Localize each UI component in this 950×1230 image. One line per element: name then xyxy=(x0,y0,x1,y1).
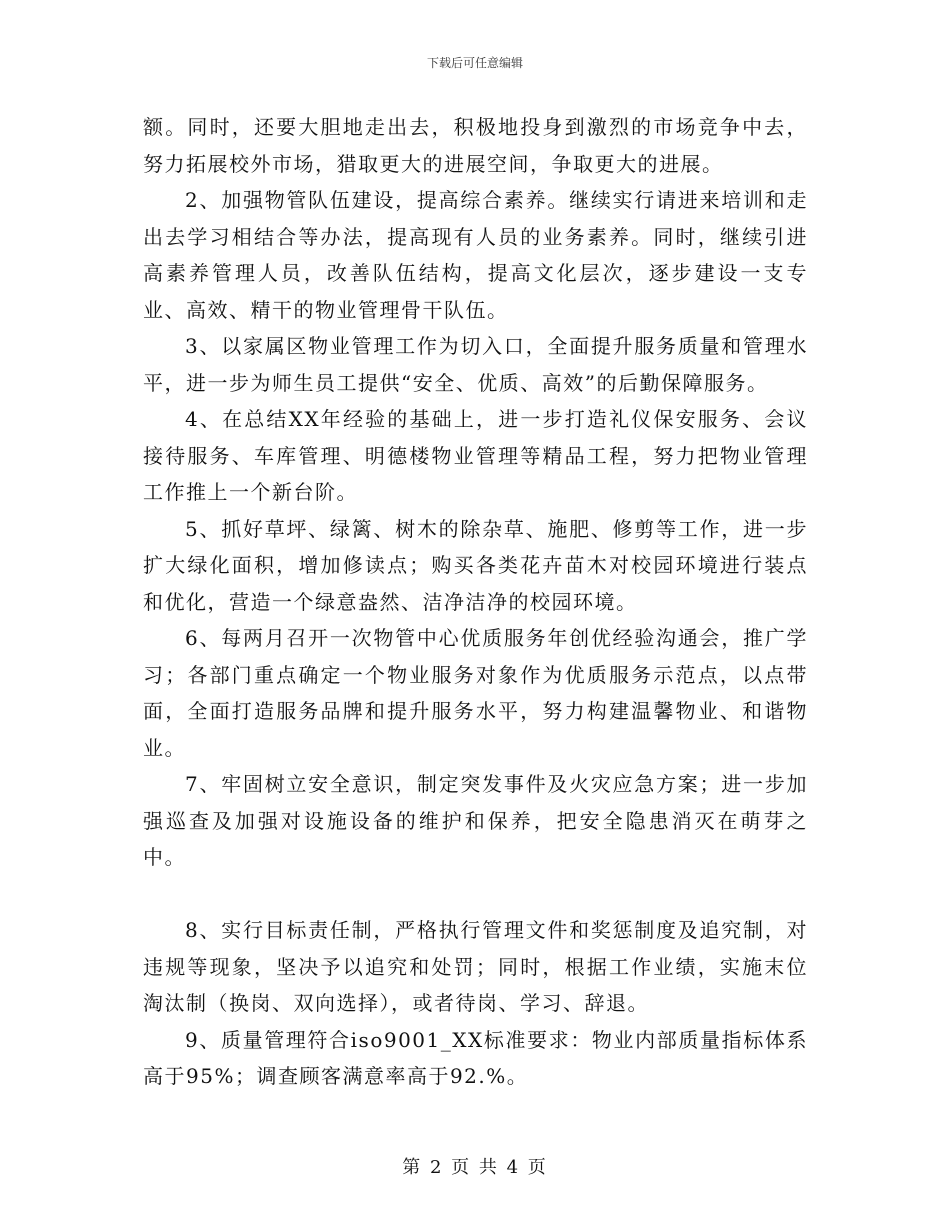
paragraph-continuation: 额。同时，还要大胆地走出去，积极地投身到激烈的市场竞争中去，努力拓展校外市场，猎取更大的进展空间，争取更大的进展。 xyxy=(143,115,808,176)
document-body xyxy=(143,109,808,1095)
paragraph-item-7: 7、牢固树立安全意识，制定突发事件及火灾应急方案；进一步加强巡查及加强对设施设备的维护和保养，把安全隐患消灭在萌芽之中。 xyxy=(143,772,808,869)
paragraph-item-2: 2、加强物管队伍建设，提高综合素养。继续实行请进来培训和走出去学习相结合等办法，提高现有人员的业务素养。同时，继续引进高素养管理人员，改善队伍结构，提高文化层次，逐步建设一支专业、高效、精干的物业管理骨干队伍。 xyxy=(143,188,808,322)
page-number-footer: 第 2 页 共 4 页 xyxy=(402,1157,548,1178)
paragraph-item-9: 9、质量管理符合iso9001_XX标准要求：物业内部质量指标体系高于95%；调查顾客满意率高于92.%。 xyxy=(143,1027,808,1088)
paragraph-item-8: 8、实行目标责任制，严格执行管理文件和奖惩制度及追究制，对违规等现象，坚决予以追究和处罚；同时，根据工作业绩，实施末位淘汰制（换岗、双向选择），或者待岗、学习、辞退。 xyxy=(143,918,808,1015)
paragraph-item-6: 6、每两月召开一次物管中心优质服务年创优经验沟通会，推广学习；各部门重点确定一个物业服务对象作为优质服务示范点，以点带面，全面打造服务品牌和提升服务水平，努力构建温馨物业、和谐物业。 xyxy=(143,626,808,760)
paragraph-item-5: 5、抓好草坪、绿篱、树木的除杂草、施肥、修剪等工作，进一步扩大绿化面积，增加修读点；购买各类花卉苗木对校园环境进行装点和优化，营造一个绿意盎然、洁净洁净的校园环境。 xyxy=(143,516,808,614)
paragraph-item-4: 4、在总结XX年经验的基础上，进一步打造礼仪保安服务、会议接待服务、车库管理、明德楼物业管理等精品工程，努力把物业管理工作推上一个新台阶。 xyxy=(143,407,808,504)
paragraph-spacer xyxy=(143,876,808,913)
header-note: 下载后可任意编辑 xyxy=(426,56,523,70)
paragraph-item-3: 3、以家属区物业管理工作为切入口，全面提升服务质量和管理水平，进一步为师生员工提供“安全、优质、高效”的后勤保障服务。 xyxy=(143,334,808,395)
